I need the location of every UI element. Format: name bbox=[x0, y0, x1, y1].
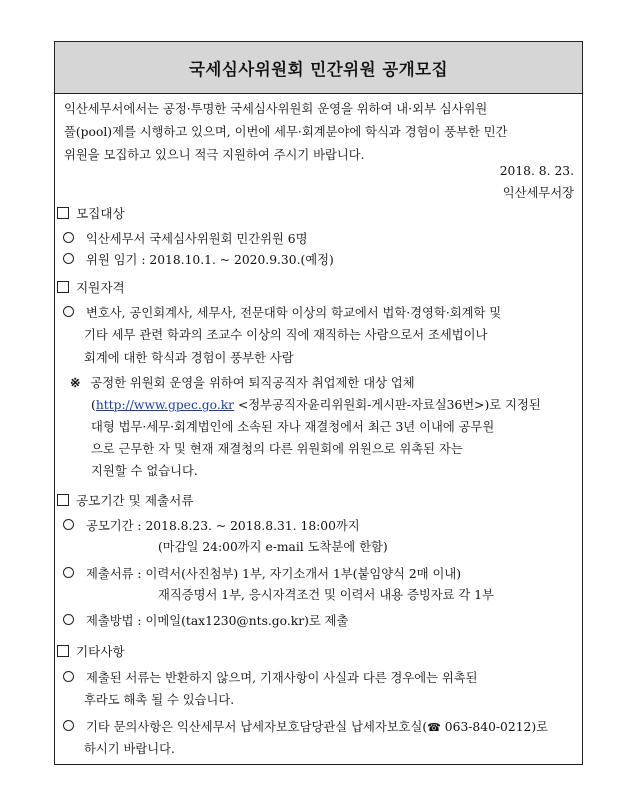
list-item bbox=[63, 306, 501, 319]
list-item-text: 제출방법 : 이메일(tax1230@nts.go.kr)로 제출 bbox=[86, 614, 349, 628]
circle-bullet-icon bbox=[63, 720, 74, 731]
section-heading-label: 지원자격 bbox=[76, 280, 125, 295]
list-item-continuation: 후라도 해촉 될 수 있습니다. bbox=[84, 693, 235, 707]
list-item-continuation: 회계에 대한 학식과 경험이 풍부한 사람 bbox=[84, 351, 294, 365]
section-heading-label: 모집대상 bbox=[76, 206, 125, 221]
list-item-text: 변호사, 공인회계사, 세무사, 전문대학 이상의 학교에서 법학·경영학·회계학 및 bbox=[86, 306, 502, 320]
section-heading-etc bbox=[57, 645, 125, 659]
circle-bullet-icon bbox=[63, 232, 74, 243]
list-item-text: 제출서류 : 이력서(사진첨부) 1부, 자기소개서 1부(붙임양식 2매 이내) bbox=[86, 567, 462, 581]
circle-bullet-icon bbox=[63, 671, 74, 682]
note-line: 대형 법무·세무·회계법인에 소속된 자나 재결청에서 최근 3년 이내에 공무원 bbox=[91, 420, 495, 434]
list-item bbox=[63, 232, 308, 245]
intro-line: 위원을 모집하고 있으니 적극 지원하여 주시기 바랍니다. bbox=[64, 148, 365, 162]
section-heading-label: 기타사항 bbox=[76, 644, 125, 659]
circle-bullet-icon bbox=[63, 253, 74, 264]
list-item-continuation: 하시기 바랍니다. bbox=[84, 742, 175, 756]
circle-bullet-icon bbox=[63, 614, 74, 625]
checkbox-square-icon bbox=[57, 281, 69, 293]
period-note: (마감일 24:00까지 e-mail 도착분에 한함) bbox=[158, 540, 388, 554]
list-item-text: )로 bbox=[531, 720, 549, 734]
list-item-text: 위원 임기 : 2018.10.1. ~ 2020.9.30.(예정) bbox=[86, 253, 334, 267]
checkbox-square-icon bbox=[57, 494, 69, 506]
checkbox-square-icon bbox=[57, 207, 69, 219]
list-item bbox=[63, 253, 334, 266]
note-line: (http://www.gpec.go.kr <정부공직자윤리위원회-게시판-자료실36번>)로 지정된 bbox=[91, 398, 541, 412]
section-heading-recruitment bbox=[57, 207, 125, 221]
note-line: 으로 근무한 자 및 현재 재결청의 다른 위원회에 위원으로 위촉된 자는 bbox=[91, 442, 463, 456]
list-item-text: 기타 문의사항은 익산세무서 납세자보호담당관실 납세자보호실( bbox=[86, 720, 428, 734]
issue-date: 2018. 8. 23. bbox=[499, 164, 574, 178]
checkbox-square-icon bbox=[57, 645, 69, 657]
list-item bbox=[63, 614, 348, 627]
note-line bbox=[70, 377, 415, 389]
list-item bbox=[63, 567, 461, 580]
phone-number: 063-840-0212 bbox=[444, 720, 532, 734]
note-line: 지원할 수 없습니다. bbox=[91, 464, 198, 478]
list-item-text: 제출된 서류는 반환하지 않으며, 기재사항이 사실과 다른 경우에는 위촉된 bbox=[86, 671, 478, 685]
intro-line: 익산세무서에서는 공정·투명한 국세심사위원회 운영을 위하여 내·외부 심사위원 bbox=[64, 102, 488, 116]
list-item-text: 익산세무서 국세심사위원회 민간위원 6명 bbox=[86, 232, 308, 246]
circle-bullet-icon bbox=[63, 567, 74, 578]
intro-line: 풀(pool)제를 시행하고 있으며, 이번에 세무·회계분야에 학식과 경험이 풍부한 민간 bbox=[64, 125, 508, 139]
circle-bullet-icon bbox=[63, 519, 74, 530]
page-title: 국세심사위원회 민간위원 공개모집 bbox=[188, 59, 449, 79]
note-text: 공정한 위원회 운영을 위하여 퇴직공직자 취업제한 대상 업체 bbox=[90, 376, 415, 390]
list-item-text: 공모기간 : 2018.8.23. ~ 2018.8.31. 18:00까지 bbox=[86, 519, 360, 533]
list-item bbox=[63, 720, 548, 733]
issuer: 익산세무서장 bbox=[502, 186, 574, 200]
circle-bullet-icon bbox=[63, 306, 74, 317]
title-bar bbox=[55, 42, 582, 94]
gpec-link[interactable]: http://www.gpec.go.kr bbox=[95, 398, 235, 412]
telephone-icon: ☎ bbox=[427, 721, 441, 734]
reference-mark: ※ bbox=[70, 375, 81, 390]
list-item-continuation: 기타 세무 관련 학과의 조교수 이상의 직에 재직하는 사람으로서 조세법이나 bbox=[84, 328, 488, 342]
section-heading-label: 공모기간 및 제출서류 bbox=[76, 493, 194, 508]
list-item bbox=[63, 519, 360, 532]
note-text: <정부공직자윤리위원회-게시판-자료실36번>)로 지정된 bbox=[237, 398, 541, 412]
section-heading-period-documents bbox=[57, 494, 194, 508]
list-item bbox=[63, 671, 478, 684]
docs-continuation: 재직증명서 1부, 응시자격조건 및 이력서 내용 증빙자료 각 1부 bbox=[158, 588, 494, 602]
section-heading-qualifications bbox=[57, 281, 125, 295]
